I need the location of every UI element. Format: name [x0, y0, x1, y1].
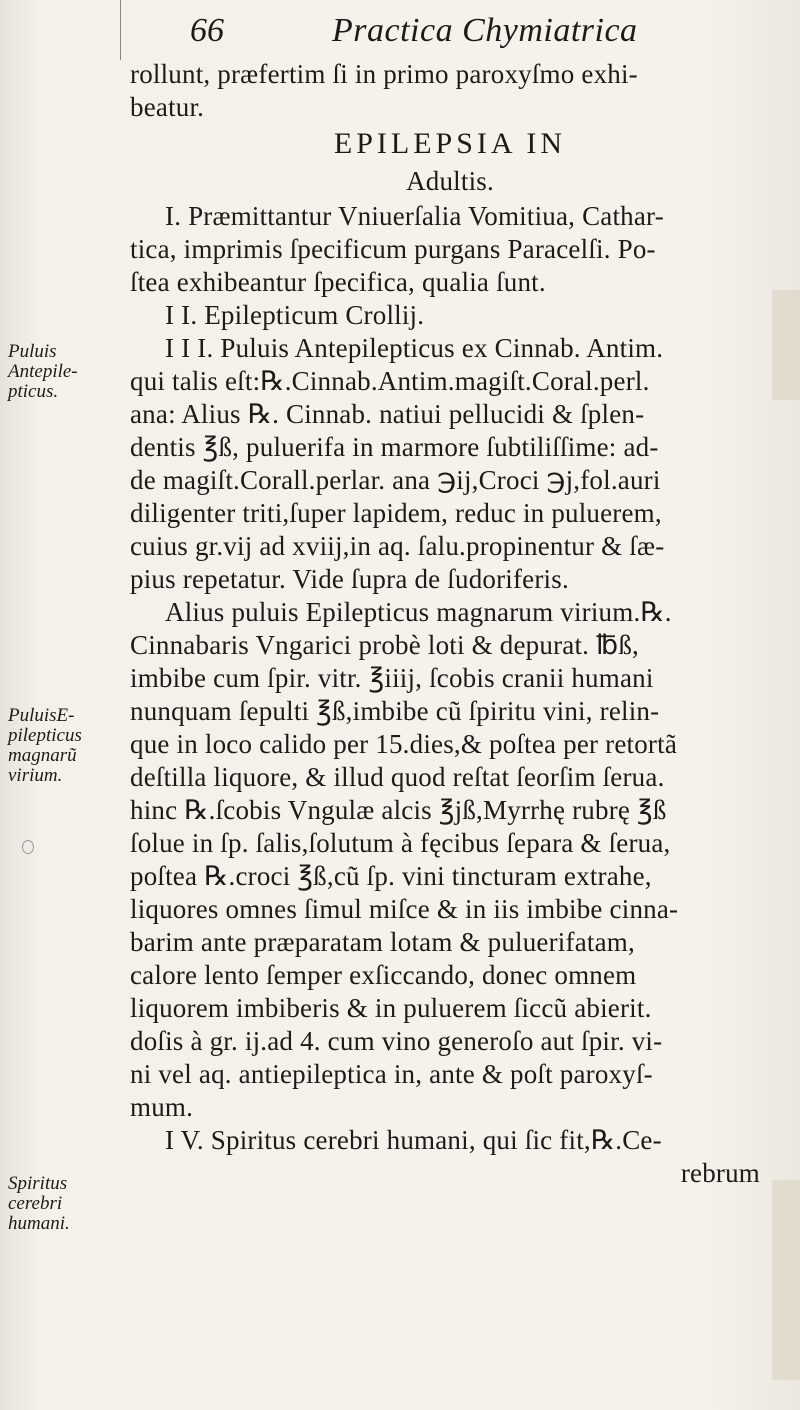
marginal-note-line: cerebri [8, 1193, 63, 1214]
marginal-note-line: pilepticus [8, 725, 82, 746]
marginal-note-puluis-epilepticus [8, 706, 118, 786]
section-subheading: Adultis. [406, 166, 494, 196]
marginal-note-line: virium. [8, 765, 63, 786]
text-line: mum. [130, 1092, 194, 1122]
marginal-note-line: Spiritus [8, 1173, 68, 1194]
page-fold [120, 0, 121, 60]
text-line: beatur. [130, 92, 205, 122]
catchword: rebrum [680, 1158, 760, 1188]
text-line: rollunt, præfertim ſi in primo paroxyſmo exhi- [130, 59, 638, 89]
marginal-note-line: Puluis [8, 341, 57, 362]
text-line: hinc ℞.ſcobis Vngulæ alcis ℥jß,Myrrhę rubrę ℥ß [130, 795, 667, 825]
text-line: deſtilla liquore, & illud quod reſtat ſeorſim ſerua. [130, 762, 665, 792]
text-line: ana: Alius ℞. Cinnab. natiui pellucidi & ſplen- [130, 399, 645, 429]
text-line: Alius puluis Epilepticus magnarum virium.℞. [165, 597, 672, 627]
text-line: diligenter triti,ſuper lapidem, reduc in puluerem, [130, 498, 662, 528]
text-line: imbibe cum ſpir. vitr. ℥iiij, ſcobis cranii humani [130, 663, 654, 693]
marginal-note-line: magnarũ [8, 745, 77, 766]
text-line: I I I. Puluis Antepilepticus ex Cinnab. Antim. [165, 333, 664, 363]
text-line: doſis à gr. ij.ad 4. cum vino generoſo aut ſpir. vi- [130, 1026, 663, 1056]
section-heading: EPILEPSIA IN [333, 127, 567, 160]
marginal-note-line: Antepile- [8, 361, 78, 382]
text-line: I V. Spiritus cerebri humani, qui ſic fit,℞.Ce- [165, 1125, 662, 1155]
paper-stain [772, 1180, 800, 1380]
text-line: cuius gr.vij ad xviij,in aq. ſalu.propinentur & ſæ- [130, 531, 665, 561]
marginal-note-line: PuluisE- [8, 705, 75, 726]
text-line: nunquam ſepulti ℥ß,imbibe cũ ſpiritu vini, relin- [130, 696, 660, 726]
text-line: barim ante præparatam lotam & puluerifatam, [130, 927, 635, 957]
running-title: Practica Chymiatrica [332, 12, 638, 49]
marginal-note-line: pticus. [8, 381, 59, 402]
marginal-note-line: humani. [8, 1213, 70, 1234]
margin-ring-mark [22, 840, 34, 854]
text-line: poſtea ℞.croci ℥ß,cũ ſp. vini tincturam extrahe, [130, 861, 652, 891]
text-line: I. Præmittantur Vniuerſalia Vomitiua, Cathar- [165, 201, 664, 231]
text-line: que in loco calido per 15.dies,& poſtea per retortã [130, 729, 678, 759]
text-line: tica, imprimis ſpecificum purgans Paracelſi. Po- [130, 234, 656, 264]
paper-stain [772, 290, 800, 400]
text-line: calore lento ſemper exſiccando, donec omnem [130, 960, 637, 990]
text-line: ſtea exhibeantur ſpecifica, qualia ſunt. [130, 267, 546, 297]
body-text [130, 58, 770, 1190]
page-number: 66 [190, 12, 224, 49]
marginal-note-puluis-antepilepticus [8, 342, 118, 402]
text-line: liquores omnes ſimul miſce & in iis imbibe cinna- [130, 894, 679, 924]
text-line: qui talis eſt:℞.Cinnab.Antim.magiſt.Coral.perl. [130, 366, 650, 396]
text-line: ſolue in ſp. ſalis,ſolutum à fęcibus ſepara & ſerua, [130, 828, 671, 858]
text-line: dentis ℥ß, puluerifa in marmore ſubtiliſſime: ad- [130, 432, 659, 462]
text-line: Cinnabaris Vngarici probè loti & depurat. ℔ß, [130, 630, 639, 660]
text-line: de magiſt.Corall.perlar. ana ℈ij,Croci ℈j,fol.auri [130, 465, 661, 495]
text-line: liquorem imbiberis & in puluerem ſiccũ abierit. [130, 993, 652, 1023]
text-line: I I. Epilepticum Crollij. [165, 300, 425, 330]
text-line: ni vel aq. antiepileptica in, ante & poſt paroxyſ- [130, 1059, 653, 1089]
text-line: pius repetatur. Vide ſupra de ſudoriferis. [130, 564, 569, 594]
marginal-note-spiritus-cerebri [8, 1174, 118, 1234]
